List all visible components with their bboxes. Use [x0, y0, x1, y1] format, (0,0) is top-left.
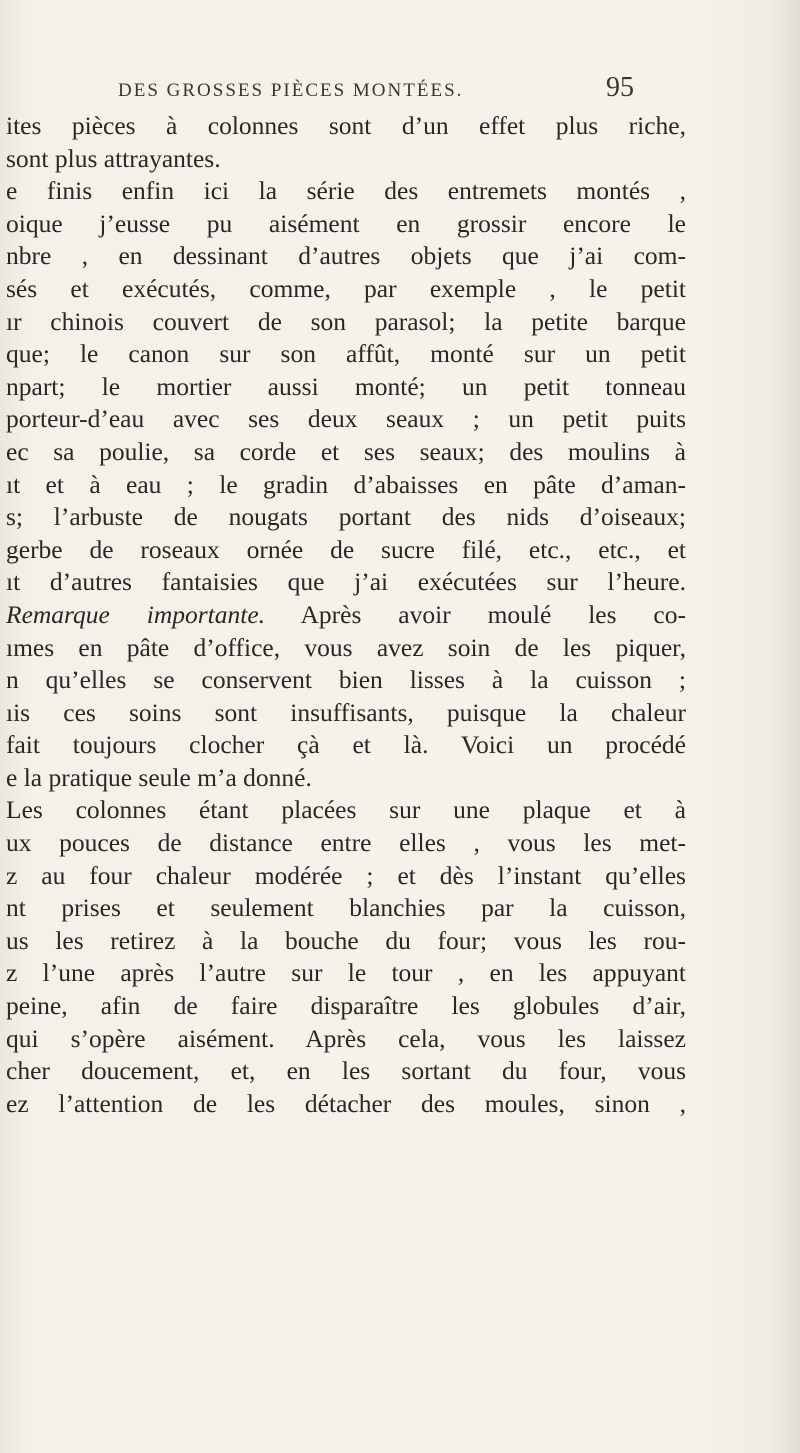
- text-line: sont plus attrayantes.: [6, 143, 221, 173]
- text-line: nt prises et seulement blanchies par la cuisson,: [6, 893, 686, 923]
- text-line: ımes en pâte d’office, vous avez soin de les piquer,: [6, 632, 686, 662]
- text-line: ıis ces soins sont insuffisants, puisque la chaleur: [6, 697, 686, 727]
- text-line: nbre , en dessinant d’autres objets que j’ai com-: [6, 241, 686, 271]
- text-line: ites pièces à colonnes sont d’un effet plus riche,: [6, 111, 686, 140]
- page-edge-shadow: [772, 0, 800, 1453]
- text-line: peine, afin de faire disparaître les globules d’air,: [6, 991, 686, 1021]
- remark-label: Remarque importante.: [6, 599, 266, 629]
- text-line: z l’une après l’autre sur le tour , en les appuyant: [6, 958, 686, 988]
- text-line: que; le canon sur son affût, monté sur un petit: [6, 339, 686, 369]
- text-line: cher doucement, et, en les sortant du four, vous: [6, 1056, 686, 1086]
- text-line: ec sa poulie, sa corde et ses seaux; des moulins à: [6, 436, 686, 466]
- text-line: sés et exécutés, comme, par exemple , le petit: [6, 273, 686, 303]
- body-text: [0, 110, 686, 1120]
- text-line: e la pratique seule m’a donné.: [6, 762, 312, 792]
- text-line: ux pouces de distance entre elles , vous les met-: [6, 828, 686, 858]
- text-line: npart; le mortier aussi monté; un petit tonneau: [6, 371, 686, 401]
- text-line: fait toujours clocher çà et là. Voici un procédé: [6, 730, 686, 760]
- text-line: Les colonnes étant placées sur une plaque et à: [6, 795, 686, 825]
- text-line: us les retirez à la bouche du four; vous les rou-: [6, 925, 686, 955]
- page-header: [0, 72, 640, 108]
- text-line: gerbe de roseaux ornée de sucre filé, etc., etc., et: [6, 534, 686, 564]
- text-line: porteur-d’eau avec ses deux seaux ; un petit puits: [6, 404, 686, 434]
- text-line: oique j’eusse pu aisément en grossir encore le: [6, 208, 686, 238]
- running-head: DES GROSSES PIÈCES MONTÉES.: [118, 80, 464, 101]
- text-line: n qu’elles se conservent bien lisses à la cuisson ;: [6, 665, 686, 695]
- text-line: ıt et à eau ; le gradin d’abaisses en pâte d’aman-: [6, 469, 686, 499]
- text-line: qui s’opère aisément. Après cela, vous les laissez: [6, 1023, 686, 1053]
- text-line: z au four chaleur modérée ; et dès l’instant qu’elles: [6, 860, 686, 890]
- text-line: ez l’attention de les détacher des moules, sinon ,: [6, 1088, 686, 1118]
- page-number: 95: [606, 72, 634, 103]
- text-line: e finis enfin ici la série des entremets montés ,: [6, 176, 686, 206]
- text-line: ır chinois couvert de son parasol; la petite barque: [6, 306, 686, 336]
- text-line: ıt d’autres fantaisies que j’ai exécutées sur l’heure.: [6, 567, 686, 597]
- remark-line: [0, 599, 686, 632]
- remark-text: Après avoir moulé les co-: [265, 599, 686, 629]
- text-line: s; l’arbuste de nougats portant des nids d’oiseaux;: [6, 502, 686, 532]
